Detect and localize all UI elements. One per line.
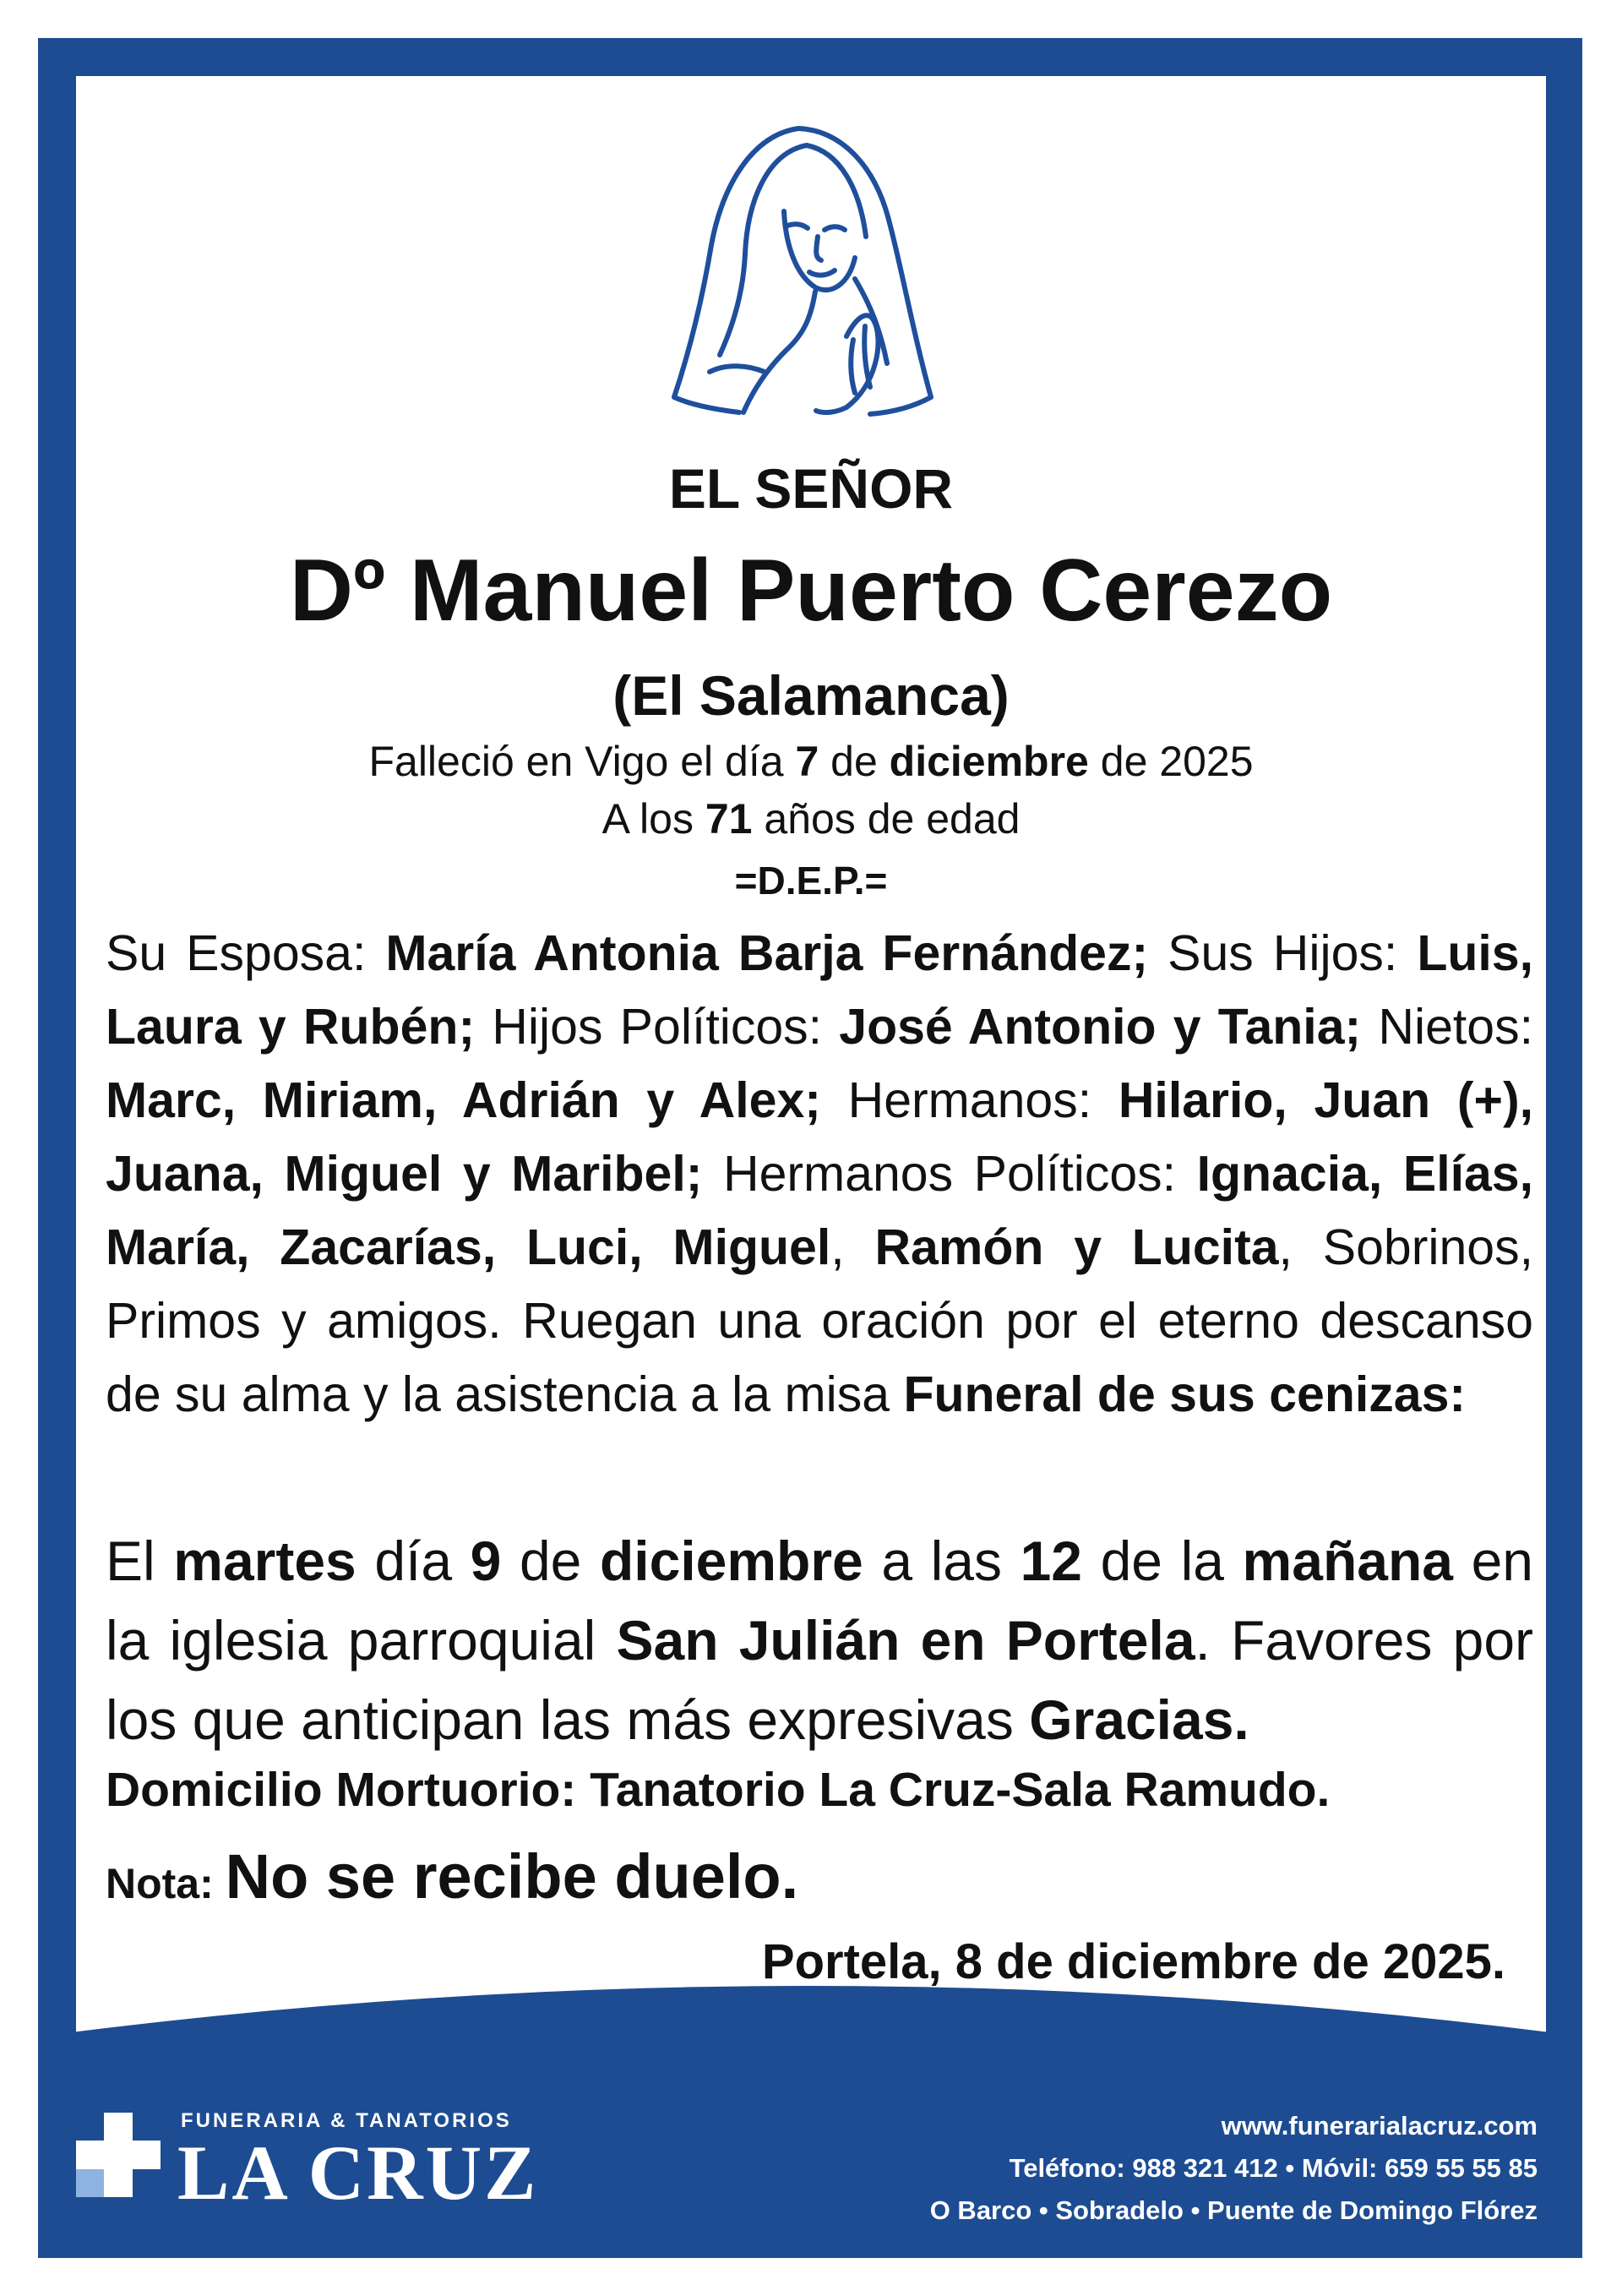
deceased-nickname: (El Salamanca)	[612, 664, 1010, 727]
age-info: A los 71 años de edad	[601, 795, 1021, 843]
phone-numbers: Teléfono: 988 321 412 • Móvil: 659 55 55 85	[1009, 2153, 1538, 2183]
virgin-mary-icon	[659, 118, 946, 423]
note-text: No se recibe duelo.	[225, 1841, 799, 1912]
domicile-line: Domicilio Mortuorio: Tanatorio La Cruz-Sala Ramudo.	[106, 1763, 1331, 1817]
title-prefix: EL SEÑOR	[668, 457, 954, 520]
note-line	[106, 1841, 798, 1912]
brand-subtitle: FUNERARIA & TANATORIOS	[181, 2109, 512, 2132]
website-link[interactable]: www.funerarialacruz.com	[1221, 2111, 1538, 2141]
cross-logo-icon	[76, 2113, 161, 2197]
dep-text: =D.E.P.=	[734, 859, 888, 903]
family-paragraph: Su Esposa: María Antonia Barja Fernández; Sus Hijos: Luis, Laura y Rubén; Hijos Políticos: José Antonio y Tania; Nietos: Marc, Miriam, Adrián y Alex; Hermanos: Hilario, Juan (+), Juana, Miguel y Maribel; Hermanos Políticos: Ignacia, Elías, María, Zacarías, Luci, Miguel, Ramón y Lucita, Sobrinos, Primos y amigos. Ruegan una oración por el eterno descanso de su alma y la asistencia a la misa Funeral de sus cenizas:	[106, 925, 1534, 1422]
note-label: Nota:	[106, 1860, 226, 1907]
brand-name: LA CRUZ	[177, 2130, 539, 2216]
closing-date: Portela, 8 de diciembre de 2025.	[761, 1934, 1505, 1989]
death-info: Falleció en Vigo el día 7 de diciembre de 2025	[368, 738, 1254, 785]
locations: O Barco • Sobradelo • Puente de Domingo Flórez	[929, 2195, 1538, 2225]
service-paragraph: El martes día 9 de diciembre a las 12 de la mañana en la iglesia parroquial San Julián en Portela. Favores por los que anticipan las más expresivas Gracias.	[106, 1530, 1533, 1751]
deceased-name: Dº Manuel Puerto Cerezo	[289, 542, 1333, 640]
